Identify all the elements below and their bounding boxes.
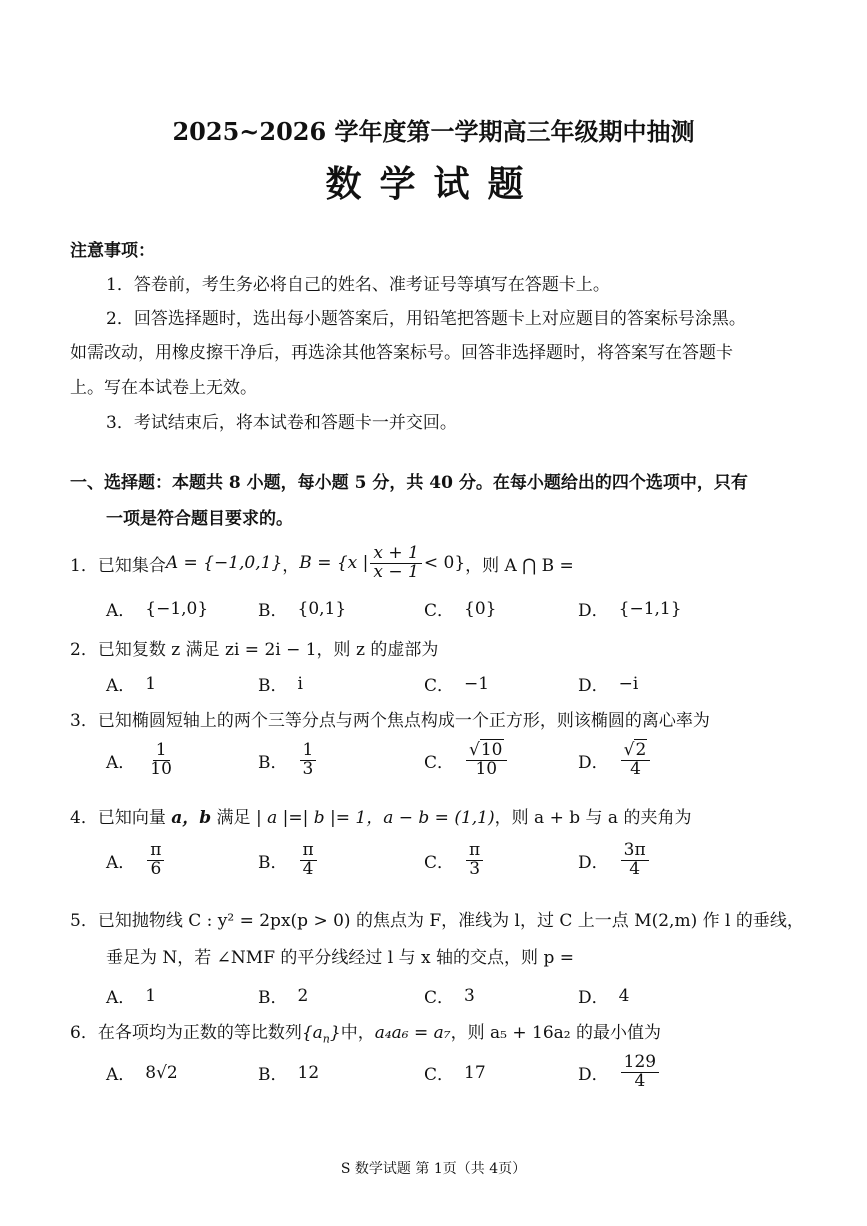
- option-value: 8√2: [145, 1062, 178, 1083]
- option-value: 2: [297, 985, 309, 1006]
- option-value: 12: [297, 1062, 320, 1083]
- question-number: 5．: [70, 911, 98, 931]
- question-text-end: ，则 A ⋂ B =: [465, 555, 574, 576]
- fraction: [147, 842, 164, 879]
- sequence-condition: a₄a₆ = a₇: [374, 1023, 451, 1043]
- question-number: 2．: [70, 640, 98, 660]
- option-value: −1: [464, 673, 490, 694]
- option-d: [578, 842, 651, 879]
- fraction-denominator: 3: [302, 758, 314, 779]
- option-label: D．: [578, 988, 609, 1008]
- vector-condition: | a |=| b |= 1，a − b = (1,1): [255, 808, 495, 828]
- fraction-denominator: 3: [469, 858, 481, 879]
- option-value: 1: [145, 985, 157, 1006]
- separator: ，: [282, 555, 300, 576]
- fraction-denominator: x − 1: [373, 561, 419, 582]
- option-value: {−1,0}: [145, 598, 209, 619]
- question-text: 已知复数 z 满足 zi = 2i − 1，则 z 的虚部为: [97, 640, 439, 660]
- notice-item-2-line-3: 上。写在本试卷上无效。: [70, 378, 257, 398]
- question-text: 已知椭圆短轴上的两个三等分点与两个焦点构成一个正方形，则该椭圆的离心率为: [97, 711, 710, 731]
- fraction: [621, 842, 649, 879]
- question-5-line-1: [70, 906, 804, 931]
- option-label: D．: [578, 676, 609, 696]
- sqrt-sign: √: [623, 740, 635, 760]
- option-label: A．: [106, 676, 136, 696]
- option-label: D．: [578, 852, 609, 873]
- sequence-subscript: n: [322, 1032, 330, 1046]
- question-1: [70, 545, 574, 582]
- option-label: B．: [258, 1065, 288, 1085]
- option-value: 4: [618, 985, 630, 1006]
- fraction: [300, 742, 317, 779]
- question-6: [70, 1018, 661, 1045]
- sequence-expression: [301, 1023, 341, 1046]
- question-3: [70, 706, 710, 731]
- option-label: C．: [424, 752, 455, 773]
- option-c: [424, 842, 485, 879]
- question-5-line-2: 垂足为 N，若 ∠NMF 的平分线经过 l 与 x 轴的交点，则 p =: [106, 948, 574, 968]
- fraction: [466, 742, 506, 779]
- option-d: [578, 671, 638, 696]
- option-label: C．: [424, 852, 455, 873]
- exam-title: 2025~2026 学年度第一学期高三年级期中抽测: [172, 117, 695, 146]
- notice-heading: 注意事项：: [70, 241, 155, 261]
- vector-expression: a，b: [171, 808, 212, 828]
- notice-item-1: 1．答卷前，考生务必将自己的姓名、准考证号等填写在答题卡上。: [106, 275, 610, 295]
- option-label: B．: [258, 601, 288, 621]
- option-label: A．: [106, 1065, 136, 1085]
- option-value: {0,1}: [297, 598, 347, 619]
- question-text: 满足: [216, 808, 251, 828]
- question-text: 已知抛物线 C : y² = 2px(p > 0) 的焦点为 F，准线为 l，过 C 上一点 M(2,m) 作 l 的垂线，: [97, 911, 804, 931]
- question-text: 已知集合: [97, 555, 166, 576]
- option-label: C．: [424, 676, 455, 696]
- fraction-numerator: 129: [621, 1054, 659, 1073]
- option-label: C．: [424, 1065, 455, 1085]
- option-a: [106, 842, 166, 879]
- fraction-denominator: 4: [630, 758, 641, 779]
- option-value: −i: [618, 673, 639, 694]
- option-b: [258, 983, 308, 1008]
- section-heading-line-1: 一、选择题：本题共 8 小题，每小题 5 分，共 40 分。在每小题给出的四个选项中，只有: [70, 473, 748, 493]
- notice-item-3: 3．考试结束后，将本试卷和答题卡一并交回。: [106, 413, 457, 433]
- option-value: i: [297, 673, 303, 694]
- option-d: [578, 983, 629, 1008]
- option-label: C．: [424, 988, 455, 1008]
- option-value: 1: [145, 673, 157, 694]
- option-a: [106, 671, 156, 696]
- fraction-numerator: π: [300, 842, 317, 861]
- option-value: 17: [464, 1062, 486, 1083]
- option-label: B．: [258, 752, 288, 773]
- option-label: D．: [578, 1064, 609, 1085]
- fraction-numerator: 1: [300, 742, 317, 761]
- fraction-denominator: 4: [634, 1070, 646, 1091]
- option-label: D．: [578, 601, 609, 621]
- fraction-numerator: x + 1: [370, 545, 421, 564]
- option-d: [578, 742, 652, 779]
- option-label: B．: [258, 988, 288, 1008]
- fraction-numerator: π: [147, 842, 164, 861]
- notice-item-2-line-1: 2．回答选择题时，选出每小题答案后，用铅笔把答题卡上对应题目的答案标号涂黑。: [106, 309, 746, 329]
- fraction: [370, 545, 421, 582]
- radicand: 10: [480, 740, 503, 760]
- question-2: [70, 635, 438, 660]
- option-label: B．: [258, 676, 288, 696]
- option-value: 3: [464, 985, 475, 1006]
- fraction-numerator: 3π: [621, 842, 649, 861]
- option-label: D．: [578, 752, 609, 773]
- radicand: 2: [635, 740, 647, 760]
- question-number: 1．: [70, 555, 98, 576]
- option-b: [258, 1060, 319, 1085]
- question-text: 已知向量: [97, 808, 166, 828]
- fraction: [300, 842, 317, 879]
- option-c: [424, 596, 496, 621]
- option-a: [106, 1060, 178, 1085]
- option-label: A．: [106, 601, 136, 621]
- fraction-denominator: 4: [629, 858, 641, 879]
- fraction-denominator: 6: [150, 858, 162, 879]
- fraction: [621, 742, 651, 779]
- fraction: [621, 1054, 659, 1091]
- option-label: B．: [258, 852, 288, 873]
- option-c: [424, 983, 475, 1008]
- option-d: [578, 1054, 661, 1091]
- question-number: 6．: [70, 1023, 98, 1043]
- option-c: [424, 671, 489, 696]
- question-number: 4．: [70, 808, 98, 828]
- question-text: 中，: [340, 1023, 375, 1043]
- sequence-close: }: [329, 1023, 341, 1043]
- section-heading-line-2: 一项是符合题目要求的。: [106, 509, 293, 529]
- subject-title: 数学试题: [325, 163, 542, 205]
- option-a: [106, 983, 156, 1008]
- set-b-expression: B = {x |: [299, 553, 369, 574]
- option-b: [258, 596, 346, 621]
- option-value: {−1,1}: [618, 598, 682, 619]
- fraction-denominator: 4: [302, 858, 314, 879]
- option-label: A．: [106, 852, 136, 873]
- fraction-denominator: 10: [150, 758, 172, 779]
- set-a-expression: A = {−1,0,1}: [165, 553, 283, 574]
- sqrt-sign: √: [469, 740, 480, 760]
- option-d: [578, 596, 682, 621]
- question-text: 在各项均为正数的等比数列: [97, 1023, 302, 1043]
- option-label: A．: [106, 988, 136, 1008]
- question-text-end: ，则 a₅ + 16a₂ 的最小值为: [450, 1023, 662, 1043]
- option-c: [424, 742, 509, 779]
- option-c: [424, 1060, 486, 1085]
- question-number: 3．: [70, 711, 98, 731]
- notice-item-2-line-2: 如需改动，用橡皮擦干净后，再选涂其他答案标号。回答非选择题时，将答案写在答题卡: [70, 343, 733, 363]
- option-label: A．: [106, 752, 136, 773]
- option-b: [258, 671, 303, 696]
- page-footer: S 数学试题 第 1页（共 4页）: [340, 1161, 527, 1177]
- fraction: [466, 842, 483, 879]
- question-text-end: ，则 a + b 与 a 的夹角为: [494, 808, 692, 828]
- option-value: {0}: [464, 598, 497, 619]
- option-a: [106, 742, 177, 779]
- fraction-numerator: 1: [153, 742, 170, 761]
- option-b: [258, 742, 318, 779]
- fraction-numerator: π: [466, 842, 483, 861]
- fraction-denominator: 10: [475, 758, 498, 779]
- question-4: [70, 803, 691, 828]
- sequence-open: {a: [301, 1023, 323, 1043]
- fraction: [147, 742, 175, 779]
- option-label: C．: [424, 601, 455, 621]
- option-b: [258, 842, 319, 879]
- option-a: [106, 596, 208, 621]
- set-b-condition: < 0}: [423, 553, 466, 574]
